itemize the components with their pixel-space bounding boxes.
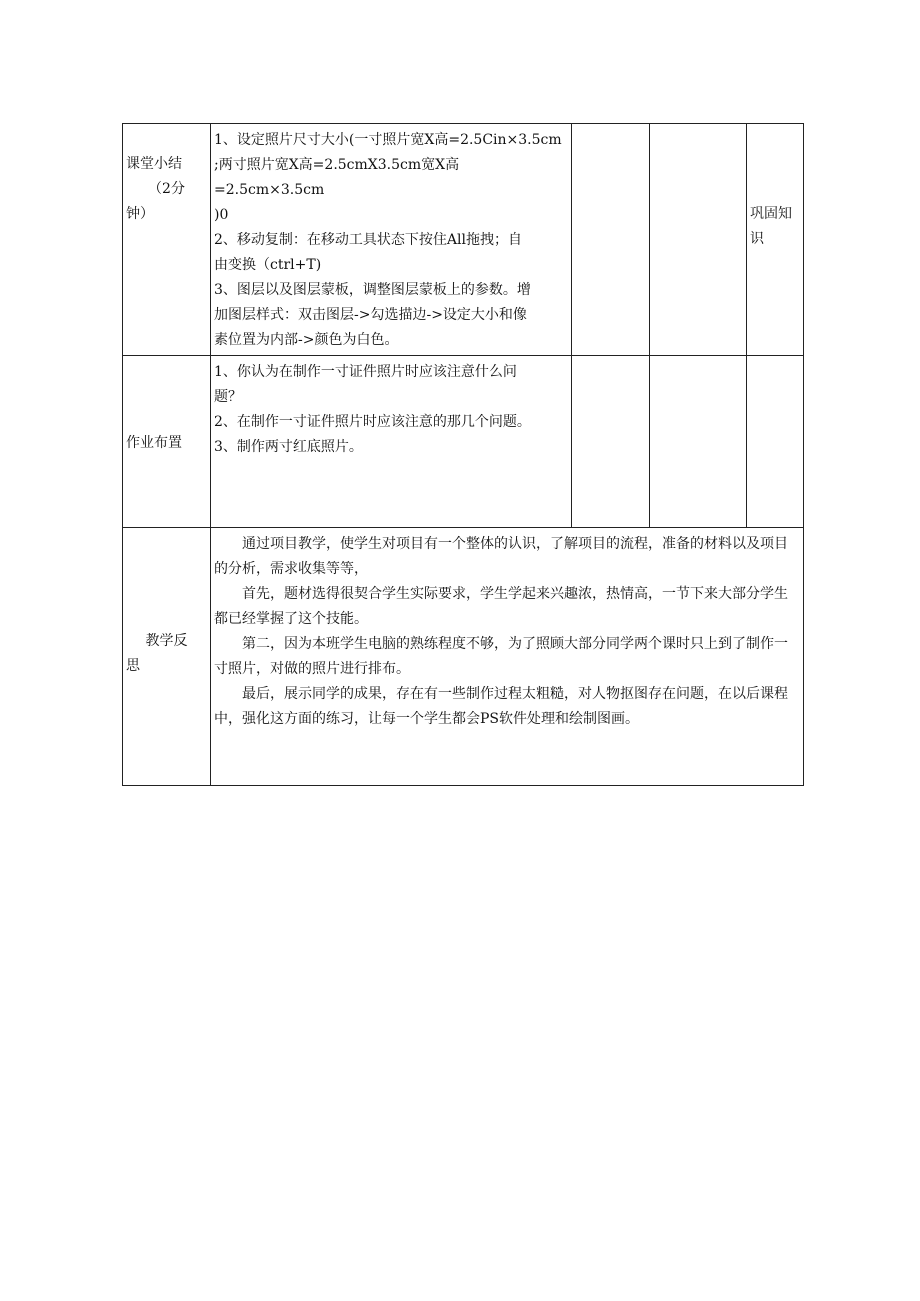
reflection-label-line2: 思 xyxy=(126,658,140,674)
summary-label-line1: 课堂小结 xyxy=(126,156,182,172)
summary-line: 素位置为内部->颜色为白色。 xyxy=(214,332,399,348)
reflection-paragraph: 第二，因为本班学生电脑的熟练程度不够，为了照顾大部分同学两个课时只上到了制作一寸照片，对做的照片进行排布。 xyxy=(214,636,788,677)
homework-content-cell xyxy=(211,356,572,528)
homework-empty-cell-3 xyxy=(747,356,804,528)
summary-label-line2: （2分 xyxy=(148,181,185,197)
reflection-label-line1: 教学反 xyxy=(145,633,188,649)
reflection-row xyxy=(123,528,804,786)
homework-label: 作业布置 xyxy=(126,435,182,451)
summary-purpose-cell xyxy=(747,124,804,356)
homework-line: 题？ xyxy=(214,389,242,405)
summary-line: 加图层样式：双击图层->勾选描边->设定大小和像 xyxy=(214,307,527,323)
summary-line: 由变换（ctrl+T) xyxy=(214,257,322,273)
homework-line: 2、在制作一寸证件照片时应该注意的那几个问题。 xyxy=(214,414,531,430)
summary-label-line3: 钟） xyxy=(126,206,154,222)
summary-content-cell xyxy=(211,124,572,356)
homework-empty-cell-1 xyxy=(572,356,650,528)
summary-purpose-line1: 巩固知 xyxy=(750,206,792,222)
reflection-paragraph: 通过项目教学，使学生对项目有一个整体的认识，了解项目的流程，准备的材料以及项目的分析，需求收集等等， xyxy=(214,536,788,577)
summary-line: )0 xyxy=(214,207,229,223)
lesson-plan-table xyxy=(122,123,804,786)
reflection-paragraph: 最后，展示同学的成果，存在有一些制作过程太粗糙，对人物抠图存在问题，在以后课程中，强化这方面的练习，让每一个学生都会PS软件处理和绘制图画。 xyxy=(214,686,788,727)
summary-purpose-line2: 识 xyxy=(750,231,764,247)
summary-empty-cell-2 xyxy=(650,124,747,356)
summary-line: 1、设定照片尺寸大小(一寸照片宽X高=2.5Cin×3.5cm xyxy=(214,132,562,148)
homework-label-cell xyxy=(123,356,211,528)
reflection-label-cell xyxy=(123,528,211,786)
reflection-content-cell xyxy=(211,528,804,786)
summary-line: 2、移动复制：在移动工具状态下按住All拖拽；自 xyxy=(214,232,522,248)
homework-line: 1、你认为在制作一寸证件照片时应该注意什么问 xyxy=(214,364,517,380)
summary-line: 3、图层以及图层蒙板，调整图层蒙板上的参数。增 xyxy=(214,282,531,298)
homework-empty-cell-2 xyxy=(650,356,747,528)
summary-empty-cell-1 xyxy=(572,124,650,356)
summary-row xyxy=(123,124,804,356)
homework-line: 3、制作两寸红底照片。 xyxy=(214,439,363,455)
reflection-paragraph: 首先，题材选得很契合学生实际要求，学生学起来兴趣浓，热情高，一节下来大部分学生都已经掌握了这个技能。 xyxy=(214,586,788,627)
summary-label-cell xyxy=(123,124,211,356)
lesson-plan-sheet xyxy=(122,123,804,786)
summary-line: ;两寸照片宽X高=2.5cmX3.5cm宽X高=2.5cm×3.5cm xyxy=(214,157,460,198)
homework-row xyxy=(123,356,804,528)
